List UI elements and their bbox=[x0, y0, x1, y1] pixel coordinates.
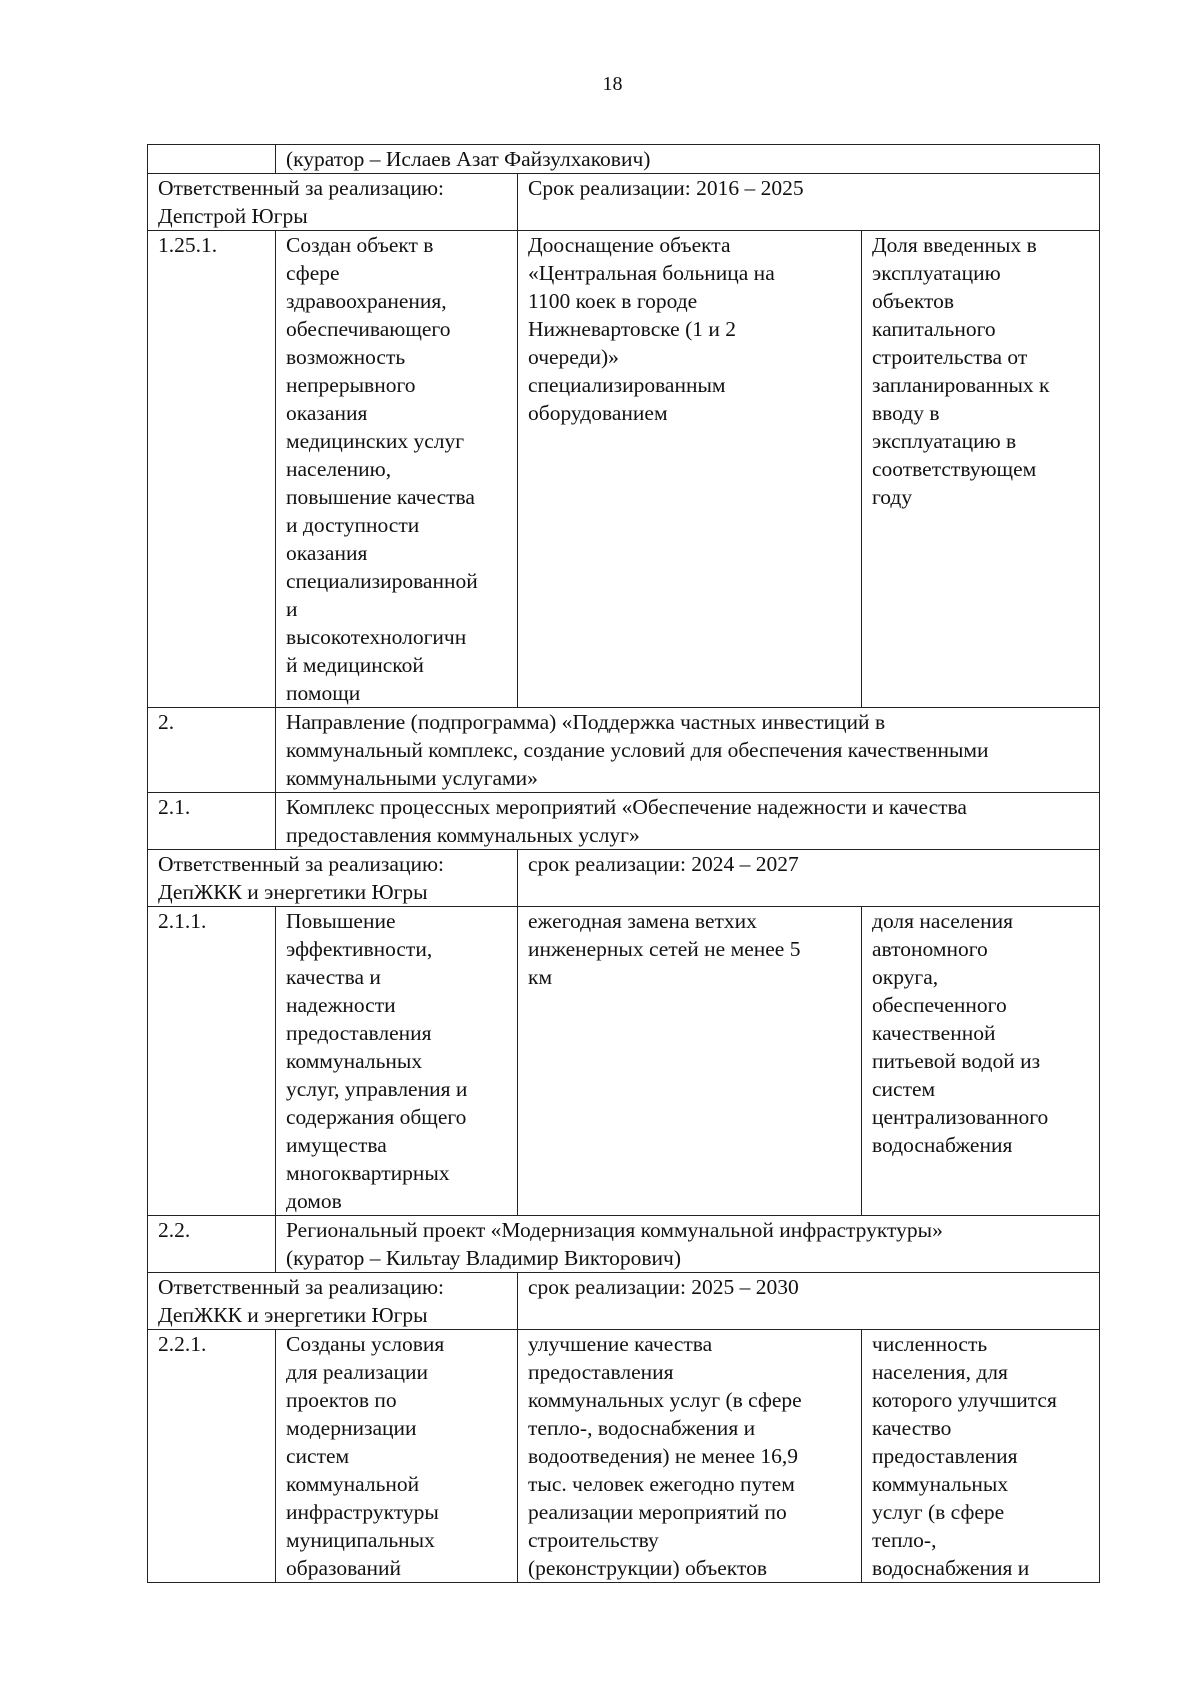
table-row bbox=[148, 1330, 1100, 1583]
program-structure-table bbox=[147, 144, 1100, 1583]
indicator-cell: доля населения автономного округа, обеспеченного качественной питьевой водой из систем централизованного водоснабжения bbox=[862, 907, 1100, 1216]
table-row bbox=[148, 708, 1100, 793]
page-number: 18 bbox=[602, 73, 623, 95]
task-cell: Созданы условия для реализации проектов по модернизации систем коммунальной инфраструктуры муниципальных образований bbox=[276, 1330, 518, 1583]
table-row bbox=[148, 793, 1100, 850]
table-row bbox=[148, 231, 1100, 708]
characteristic-cell: Дооснащение объекта «Центральная больница на 1100 коек в городе Нижневартовске (1 и 2 очереди)» специализированным оборудованием bbox=[518, 231, 862, 708]
table-row bbox=[148, 145, 1100, 174]
section-title-cell: Региональный проект «Модернизация коммунальной инфраструктуры» (куратор – Кильтау Владимир Викторович) bbox=[276, 1216, 1100, 1273]
row-number-cell: 2.2.1. bbox=[148, 1330, 276, 1583]
period-cell: срок реализации: 2024 – 2027 bbox=[518, 850, 1100, 907]
section-title-cell: Направление (подпрограмма) «Поддержка частных инвестиций в коммунальный комплекс, создание условий для обеспечения качественными коммунальными услугами» bbox=[276, 708, 1100, 793]
table-row bbox=[148, 1216, 1100, 1273]
curator-cell: (куратор – Ислаев Азат Файзулхакович) bbox=[276, 145, 1100, 174]
row-number-cell: 1.25.1. bbox=[148, 231, 276, 708]
section-title-cell: Комплекс процессных мероприятий «Обеспечение надежности и качества предоставления коммунальных услуг» bbox=[276, 793, 1100, 850]
table-row bbox=[148, 1273, 1100, 1330]
responsible-cell: Ответственный за реализацию: Депстрой Югры bbox=[148, 174, 518, 231]
characteristic-cell: улучшение качества предоставления коммунальных услуг (в сфере тепло-, водоснабжения и водоотведения) не менее 16,9 тыс. человек ежегодно путем реализации мероприятий по строительству (реконструкции) объектов bbox=[518, 1330, 862, 1583]
row-number-cell bbox=[148, 145, 276, 174]
indicator-cell: Доля введенных в эксплуатацию объектов капитального строительства от запланированных к вводу в эксплуатацию в соответствующем году bbox=[862, 231, 1100, 708]
responsible-cell: Ответственный за реализацию: ДепЖКК и энергетики Югры bbox=[148, 1273, 518, 1330]
table-row bbox=[148, 174, 1100, 231]
indicator-cell: численность населения, для которого улучшится качество предоставления коммунальных услуг (в сфере тепло-, водоснабжения и bbox=[862, 1330, 1100, 1583]
period-cell: Срок реализации: 2016 – 2025 bbox=[518, 174, 1100, 231]
table-row bbox=[148, 850, 1100, 907]
row-number-cell: 2.2. bbox=[148, 1216, 276, 1273]
period-cell: срок реализации: 2025 – 2030 bbox=[518, 1273, 1100, 1330]
row-number-cell: 2.1. bbox=[148, 793, 276, 850]
table-row bbox=[148, 907, 1100, 1216]
row-number-cell: 2.1.1. bbox=[148, 907, 276, 1216]
characteristic-cell: ежегодная замена ветхих инженерных сетей не менее 5 км bbox=[518, 907, 862, 1216]
task-cell: Повышение эффективности, качества и надежности предоставления коммунальных услуг, управления и содержания общего имущества многоквартирных домов bbox=[276, 907, 518, 1216]
task-cell: Создан объект в сфере здравоохранения, обеспечивающего возможность непрерывного оказания медицинских услуг населению, повышение качества и доступности оказания специализированной и высокотехнологичн й медицинской помощи bbox=[276, 231, 518, 708]
responsible-cell: Ответственный за реализацию: ДепЖКК и энергетики Югры bbox=[148, 850, 518, 907]
row-number-cell: 2. bbox=[148, 708, 276, 793]
